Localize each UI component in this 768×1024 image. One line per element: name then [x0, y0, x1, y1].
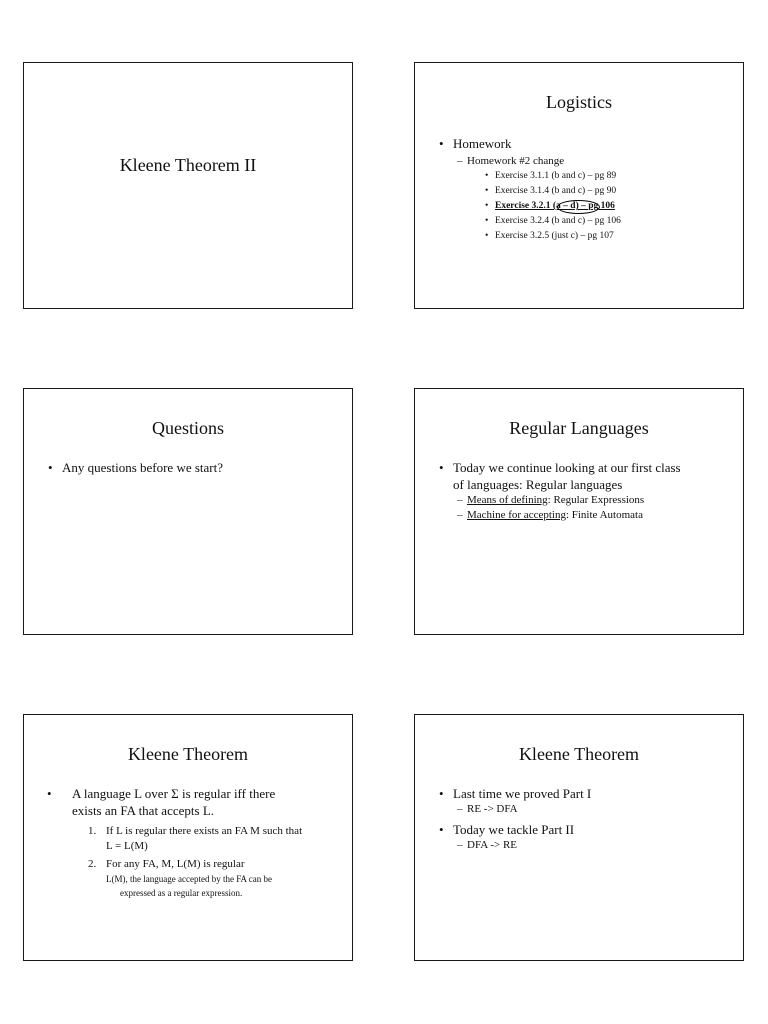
numbered-item-2 [44, 857, 342, 872]
sub-bullet [437, 838, 733, 853]
slide-4 [414, 388, 744, 635]
slide-title: Kleene Theorem [127, 744, 249, 764]
bullet-text: • Any questions before we start? [46, 459, 342, 476]
note-line-2: expressed as a regular expression. [120, 888, 243, 898]
exercise-item: • Exercise 3.1.4 (b and c) – pg 90 [437, 184, 733, 199]
bullet-line-2: of languages: Regular languages [453, 477, 623, 492]
dash: – [457, 839, 463, 851]
bullet-text: • Last time we proved Part I [437, 785, 733, 802]
slide-title: Kleene Theorem II [119, 155, 257, 175]
slide-6 [414, 714, 744, 961]
sub-bullet-accepting [437, 508, 733, 523]
handdrawn-circle [557, 200, 600, 214]
sub-text: DFA -> RE [467, 839, 518, 851]
slide-1 [23, 62, 353, 309]
dash: – [457, 494, 463, 506]
slide-body [437, 135, 733, 244]
slide-5 [23, 714, 353, 961]
item-line-1: For any FA, M, L(M) is regular [106, 858, 245, 870]
slide-body [44, 785, 342, 900]
bullet-homework: • Homework [437, 135, 733, 152]
dash: – [457, 803, 463, 815]
slide-2 [414, 62, 744, 309]
slide-body [46, 459, 342, 478]
item-line-2: L = L(M) [106, 840, 148, 852]
sub-bullet-defining [437, 493, 733, 508]
note-line-1: L(M), the language accepted by the FA can be [106, 874, 273, 884]
sub-label: Machine for accepting [467, 509, 566, 521]
item-number: 1. [88, 825, 97, 837]
dash: – [457, 155, 463, 167]
sub-bullet [437, 154, 733, 169]
sub-text: : Regular Expressions [547, 494, 645, 506]
exercise-item-emphasized [437, 199, 733, 214]
slide-body [437, 785, 733, 853]
dash: – [457, 509, 463, 521]
exercise-item: • Exercise 3.1.1 (b and c) – pg 89 [437, 169, 733, 184]
item-number: 2. [88, 858, 97, 870]
slide-title: Questions [152, 418, 224, 438]
bullet-line-2: exists an FA that accepts L. [72, 803, 215, 818]
bullet-text: • Today we tackle Part II [437, 821, 733, 838]
sub-text: RE -> DFA [467, 803, 518, 815]
exercise-item: • Exercise 3.2.5 (just c) – pg 107 [437, 229, 733, 244]
bullet-line-1: • Today we continue looking at our first class [453, 460, 681, 475]
item-line-1: If L is regular there exists an FA M such that [106, 825, 303, 837]
sub-label: Means of defining [467, 494, 548, 506]
exercise-item: • Exercise 3.2.4 (b and c) – pg 106 [437, 214, 733, 229]
slide-title: Kleene Theorem [518, 744, 640, 764]
bullet-text [437, 459, 733, 493]
numbered-item-1 [44, 824, 342, 854]
bullet-line-1: • A language L over Σ is regular iff there [72, 786, 276, 801]
slide-title: Logistics [546, 92, 612, 112]
slide-body [437, 459, 733, 523]
sub-text: : Finite Automata [565, 509, 643, 521]
slide-3 [23, 388, 353, 635]
sub-bullet [437, 802, 733, 817]
bullet-text [44, 785, 342, 819]
exercise-item-text: Exercise 3.2.1 (a – d) – pg 106 [495, 201, 615, 211]
sub-bullet-text: Homework #2 change [467, 155, 565, 167]
slide-title: Regular Languages [509, 418, 649, 438]
